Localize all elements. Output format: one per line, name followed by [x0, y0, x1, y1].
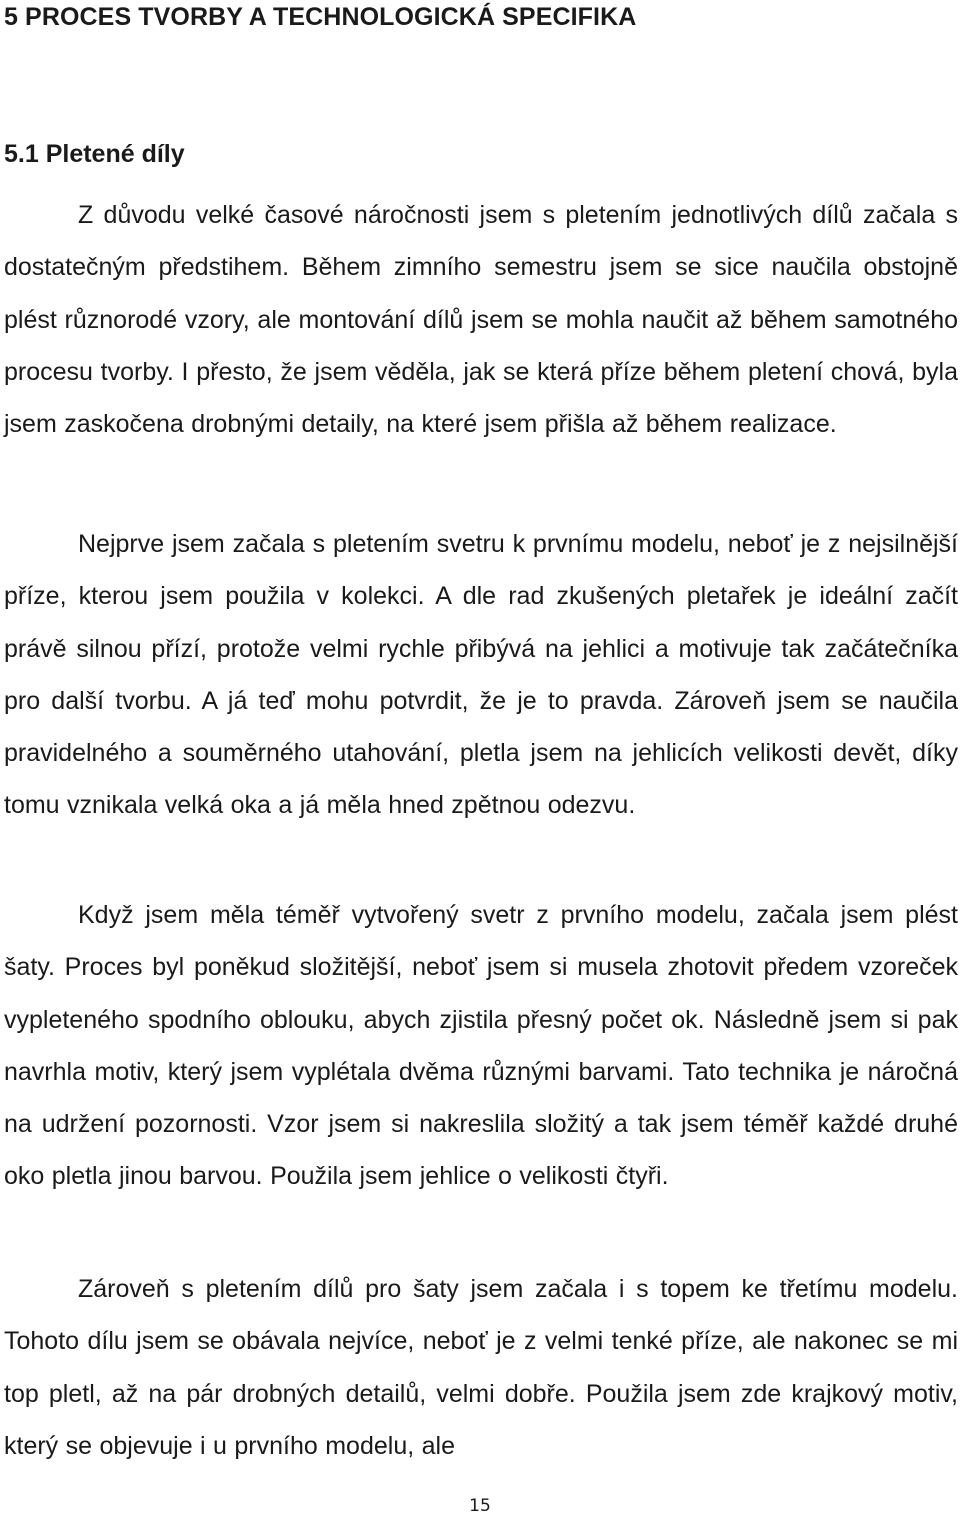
body-paragraph: Zároveň s pletením dílů pro šaty jsem začala i s topem ke třetímu modelu. Tohoto dílu jsem se obávala nejvíce, neboť je z velmi tenké příze, ale nakonec se mi top pletl, až na pár drobných detailů, velmi dobře. Použila jsem zde krajkový motiv, který se objevuje i u prvního modelu, ale	[4, 1275, 958, 1460]
section-heading: 5.1 Pletené díly	[4, 140, 185, 168]
body-paragraph: Z důvodu velké časové náročnosti jsem s pletením jednotlivých dílů začala s dostatečným předstihem. Během zimního semestru jsem se sice naučila obstojně plést různorodé vzory, ale montování dílů jsem se mohla naučit až během samotného procesu tvorby. I přesto, že jsem věděla, jak se která příze během pletení chová, byla jsem zaskočena drobnými detaily, na které jsem přišla až během realizace.	[4, 201, 958, 439]
page-number: 15	[469, 1496, 491, 1516]
body-paragraph: Když jsem měla téměř vytvořený svetr z prvního modelu, začala jsem plést šaty. Proces byl poněkud složitější, neboť jsem si musela zhotovit předem vzoreček vypleteného spodního oblouku, abych zjistila přesný počet ok. Následně jsem si pak navrhla motiv, který jsem vyplétala dvěma různými barvami. Tato technika je náročná na udržení pozornosti. Vzor jsem si nakreslila složitý a tak jsem téměř každé druhé oko pletla jinou barvou. Použila jsem jehlice o velikosti čtyři.	[4, 901, 958, 1191]
body-paragraph: Nejprve jsem začala s pletením svetru k prvnímu modelu, neboť je z nejsilnější příze, kterou jsem použila v kolekci. A dle rad zkušených pletařek je ideální začít právě silnou přízí, protože velmi rychle přibývá na jehlici a motivuje tak začátečníka pro další tvorbu. A já teď mohu potvrdit, že je to pravda. Zároveň jsem se naučila pravidelného a souměrného utahování, pletla jsem na jehlicích velikosti devět, díky tomu vznikala velká oka a já měla hned zpětnou odezvu.	[4, 530, 958, 820]
chapter-heading: 5 PROCES TVORBY A TECHNOLOGICKÁ SPECIFIKA	[4, 3, 637, 31]
